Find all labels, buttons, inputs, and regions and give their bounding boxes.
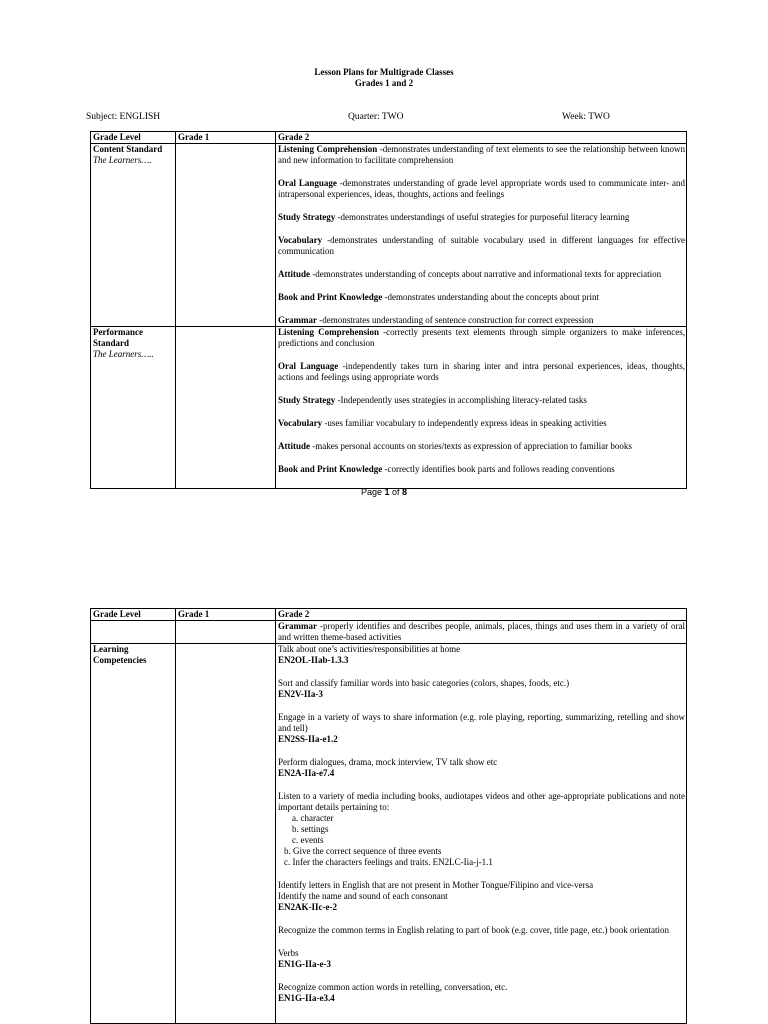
- grade-level-cell: [91, 621, 176, 644]
- list-item: Identify letters in English that are not present in Mother Tongue/Filipino and vice-versa Identify the name and sound of each consonant EN2AK-IIc-e-2: [278, 880, 594, 912]
- grade-1-cell: [176, 327, 276, 489]
- content-standard-items: [276, 144, 687, 327]
- subject-label: Subject: ENGLISH: [86, 112, 161, 122]
- header-grade-level: Grade Level: [91, 609, 176, 621]
- row-sublabel: The Learners…..: [93, 349, 154, 359]
- list-item: Recognize common action words in retelling, conversation, etc. EN1G-IIa-e3.4: [278, 982, 508, 1003]
- list-item: Perform dialogues, drama, mock interview, TV talk show etc EN2A-IIa-e7.4: [278, 757, 498, 778]
- competencies-table: [90, 608, 687, 1024]
- row-label: Performance Standard: [93, 327, 143, 348]
- row-sublabel: The Learners….: [93, 155, 152, 165]
- grade-1-cell: [176, 621, 276, 644]
- grade-1-cell: [176, 144, 276, 327]
- list-item: Vocabulary -demonstrates understanding of suitable vocabulary used in different languages for effective communication: [278, 235, 685, 256]
- list-item: Book and Print Knowledge -demonstrates understanding about the concepts about print: [278, 292, 599, 302]
- list-item: Talk about one’s activities/responsibilities at home EN2OL-IIab-1.3.3: [278, 644, 461, 665]
- list-item: Oral Language -independently takes turn in sharing inter and intra personal experiences, ideas, thoughts, actions and feelings using appropriate words: [278, 361, 685, 382]
- title-line-1: Lesson Plans for Multigrade Classes: [314, 67, 454, 77]
- list-item: Sort and classify familiar words into basic categories (colors, shapes, foods, etc.) EN2V-IIa-3: [278, 678, 570, 699]
- title-line-2: Grades 1 and 2: [354, 78, 414, 88]
- header-grade-2: Grade 2: [276, 132, 687, 144]
- learning-competencies-label: [91, 644, 176, 1024]
- content-standard-label: [91, 144, 176, 327]
- grammar-item: Grammar -properly identifies and describes people, animals, places, things and uses them in a variety of oral and written theme-based activities: [276, 621, 687, 644]
- list-item: Attitude -demonstrates understanding of concepts about narrative and informational texts for appreciation: [278, 269, 662, 279]
- list-item: Study Strategy -demonstrates understandings of useful strategies for purposeful literacy learning: [278, 212, 630, 222]
- row-label: Learning Competencies: [93, 644, 147, 665]
- week-label: Week: TWO: [562, 112, 610, 122]
- learning-competencies-row: [91, 644, 687, 1024]
- document-title: [0, 67, 768, 89]
- list-item: Engage in a variety of ways to share information (e.g. role playing, reporting, summarizing, retelling and show and tell) EN2SS-IIa-e1.2: [278, 712, 685, 744]
- list-item: Book and Print Knowledge -correctly identifies book parts and follows reading conventions: [278, 464, 615, 474]
- list-item: Grammar -demonstrates understanding of sentence construction for correct expression: [278, 315, 594, 325]
- header-grade-1: Grade 1: [176, 132, 276, 144]
- quarter-label: Quarter: TWO: [348, 112, 404, 122]
- header-grade-2: Grade 2: [276, 609, 687, 621]
- standards-table: [90, 131, 687, 489]
- table-header-row: [91, 132, 687, 144]
- list-item: Oral Language -demonstrates understanding of grade level appropriate words used to communicate inter- and intrapersonal experiences, ideas, thoughts, actions and feelings: [278, 178, 685, 199]
- page-footer: Page 1 of 8: [360, 487, 408, 497]
- list-item: Listen to a variety of media including books, audiotapes videos and other age-appropriate publications and note important details pertaining to: a. character b. settings c. events b. Give the correct sequence of three events c. Infer the characters feelings and traits. EN2LC-Iia-j-1.1: [278, 791, 685, 867]
- list-item: Recognize the common terms in English relating to part of book (e.g. cover, title page, etc.) book orientation: [278, 925, 670, 935]
- learning-competencies-items: [276, 644, 687, 1024]
- row-label: Content Standard: [93, 144, 163, 154]
- table-header-row: [91, 609, 687, 621]
- performance-standard-items: [276, 327, 687, 489]
- list-item: Listening Comprehension -correctly presents text elements through simple organizers to make inferences, predictions and conclusion: [278, 327, 686, 348]
- list-item: Listening Comprehension -demonstrates understanding of text elements to see the relationship between known and new information to facilitate comprehension: [278, 144, 685, 165]
- header-grade-level: Grade Level: [91, 132, 176, 144]
- list-item: Vocabulary -uses familiar vocabulary to independently express ideas in speaking activities: [278, 418, 607, 428]
- grade-1-cell: [176, 644, 276, 1024]
- performance-standard-label: [91, 327, 176, 489]
- performance-standard-row: [91, 327, 687, 489]
- header-grade-1: Grade 1: [176, 609, 276, 621]
- grammar-row: [91, 621, 687, 644]
- list-item: Study Strategy -Independently uses strategies in accomplishing literacy-related tasks: [278, 395, 587, 405]
- list-item: Attitude -makes personal accounts on stories/texts as expression of appreciation to familiar books: [278, 441, 632, 451]
- list-item: Verbs EN1G-IIa-e-3: [278, 948, 331, 969]
- content-standard-row: [91, 144, 687, 327]
